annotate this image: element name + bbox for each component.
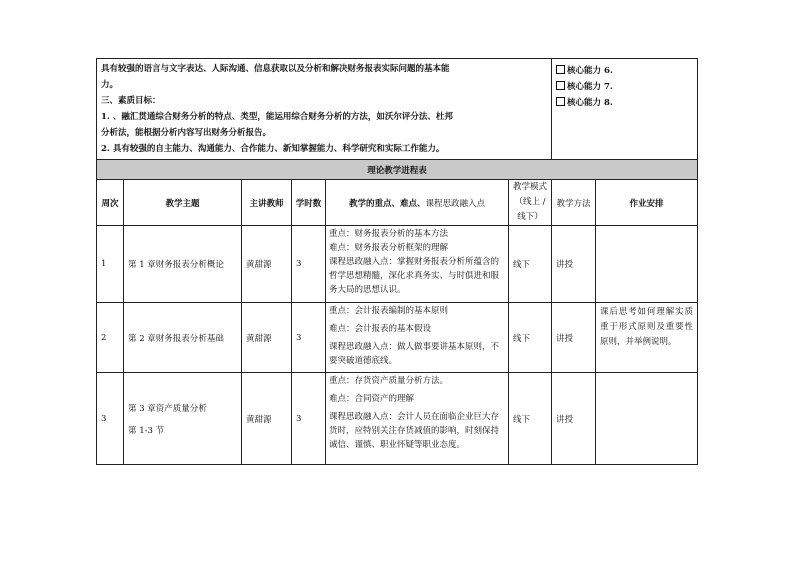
header-mode: 教学模式 （线上 / 线下） (509, 180, 552, 226)
header-week: 周次 (97, 180, 124, 226)
checkbox-icon (556, 81, 565, 90)
header-homework: 作业安排 (596, 180, 698, 226)
objective-line: 力。 (101, 80, 119, 90)
header-method: 教学方法 (552, 180, 596, 226)
homework-cell (596, 373, 698, 465)
method-cell: 讲授 (552, 303, 596, 373)
schedule-table (96, 58, 698, 465)
hours-cell: 3 (292, 373, 326, 465)
ability-item: 核心能力 7. (556, 79, 693, 95)
mode-cell: 线下 (509, 303, 552, 373)
week-cell: 2 (97, 303, 124, 373)
focus-cell: 重点：财务报表分析的基本方法 难点：财务报表分析框架的理解 课程思政融入点：掌握财务报表分析所蕴含的哲学思想精髓，深化求真务实、与时俱进和服务大局的思想认识。 (326, 226, 509, 303)
objective-line: 具有较强的语言与文字表达、人际沟通、信息获取以及分析和解决财务报表实际问题的基本能 (101, 64, 450, 74)
focus-cell: 重点：会计报表编制的基本原则 难点：会计报表的基本假设 课程思政融入点：做人做事要讲基本原则，不要突破道德底线。 (326, 303, 509, 373)
teacher-cell: 黄甜源 (242, 373, 292, 465)
table-row (97, 303, 698, 373)
ability-item: 核心能力 8. (556, 95, 693, 111)
header-row (97, 180, 698, 226)
header-hours: 学时数 (292, 180, 326, 226)
week-cell: 1 (97, 226, 124, 303)
mode-cell: 线下 (509, 373, 552, 465)
focus-cell: 重点：存货资产质量分析方法。 难点：合同资产的理解 课程思政融入点：会计人员在面临企业巨大存货时，应特别关注存货减值的影响，时刻保持诚信、谨慎、职业怀疑等职业态度。 (326, 373, 509, 465)
ability-item: 核心能力 6. (556, 63, 693, 79)
header-focus: 教学的重点、难点、课程思政融入点 (326, 180, 509, 226)
objective-line: 1. 、融汇贯通综合财务分析的特点、类型，能运用综合财务分析的方法，如沃尔评分法、杜邦 (101, 112, 453, 122)
topic-cell: 第 3 章资产质量分析 第 1-3 节 (124, 373, 242, 465)
table-row (97, 373, 698, 465)
section-title: 理论教学进程表 (97, 160, 698, 180)
teacher-cell: 黄甜源 (242, 226, 292, 303)
course-schedule-page (96, 58, 697, 465)
checkbox-icon (556, 65, 565, 74)
checkbox-icon (556, 97, 565, 106)
topic-cell: 第 2 章财务报表分析基础 (124, 303, 242, 373)
header-teacher: 主讲教师 (242, 180, 292, 226)
week-cell: 3 (97, 373, 124, 465)
objective-line: 分析法，能根据分析内容写出财务分析报告。 (101, 128, 272, 138)
topic-cell: 第 1 章财务报表分析概论 (124, 226, 242, 303)
method-cell: 讲授 (552, 373, 596, 465)
section-title-row (97, 160, 698, 180)
hours-cell: 3 (292, 303, 326, 373)
homework-cell (596, 226, 698, 303)
objectives-row (97, 59, 698, 160)
mode-cell: 线下 (509, 226, 552, 303)
core-abilities (552, 59, 698, 160)
header-topic: 教学主题 (124, 180, 242, 226)
teacher-cell: 黄甜源 (242, 303, 292, 373)
objective-line: 2. 具有较强的自主能力、沟通能力、合作能力、新知掌握能力、科学研究和实际工作能力。 (101, 144, 445, 154)
quality-objectives (97, 59, 552, 160)
hours-cell: 3 (292, 226, 326, 303)
objective-line: 三、素质目标： (101, 96, 161, 106)
homework-cell: 课后思考如何理解实质重于形式原则及重要性原则，并举例说明。 (596, 303, 698, 373)
method-cell: 讲授 (552, 226, 596, 303)
table-row (97, 226, 698, 303)
